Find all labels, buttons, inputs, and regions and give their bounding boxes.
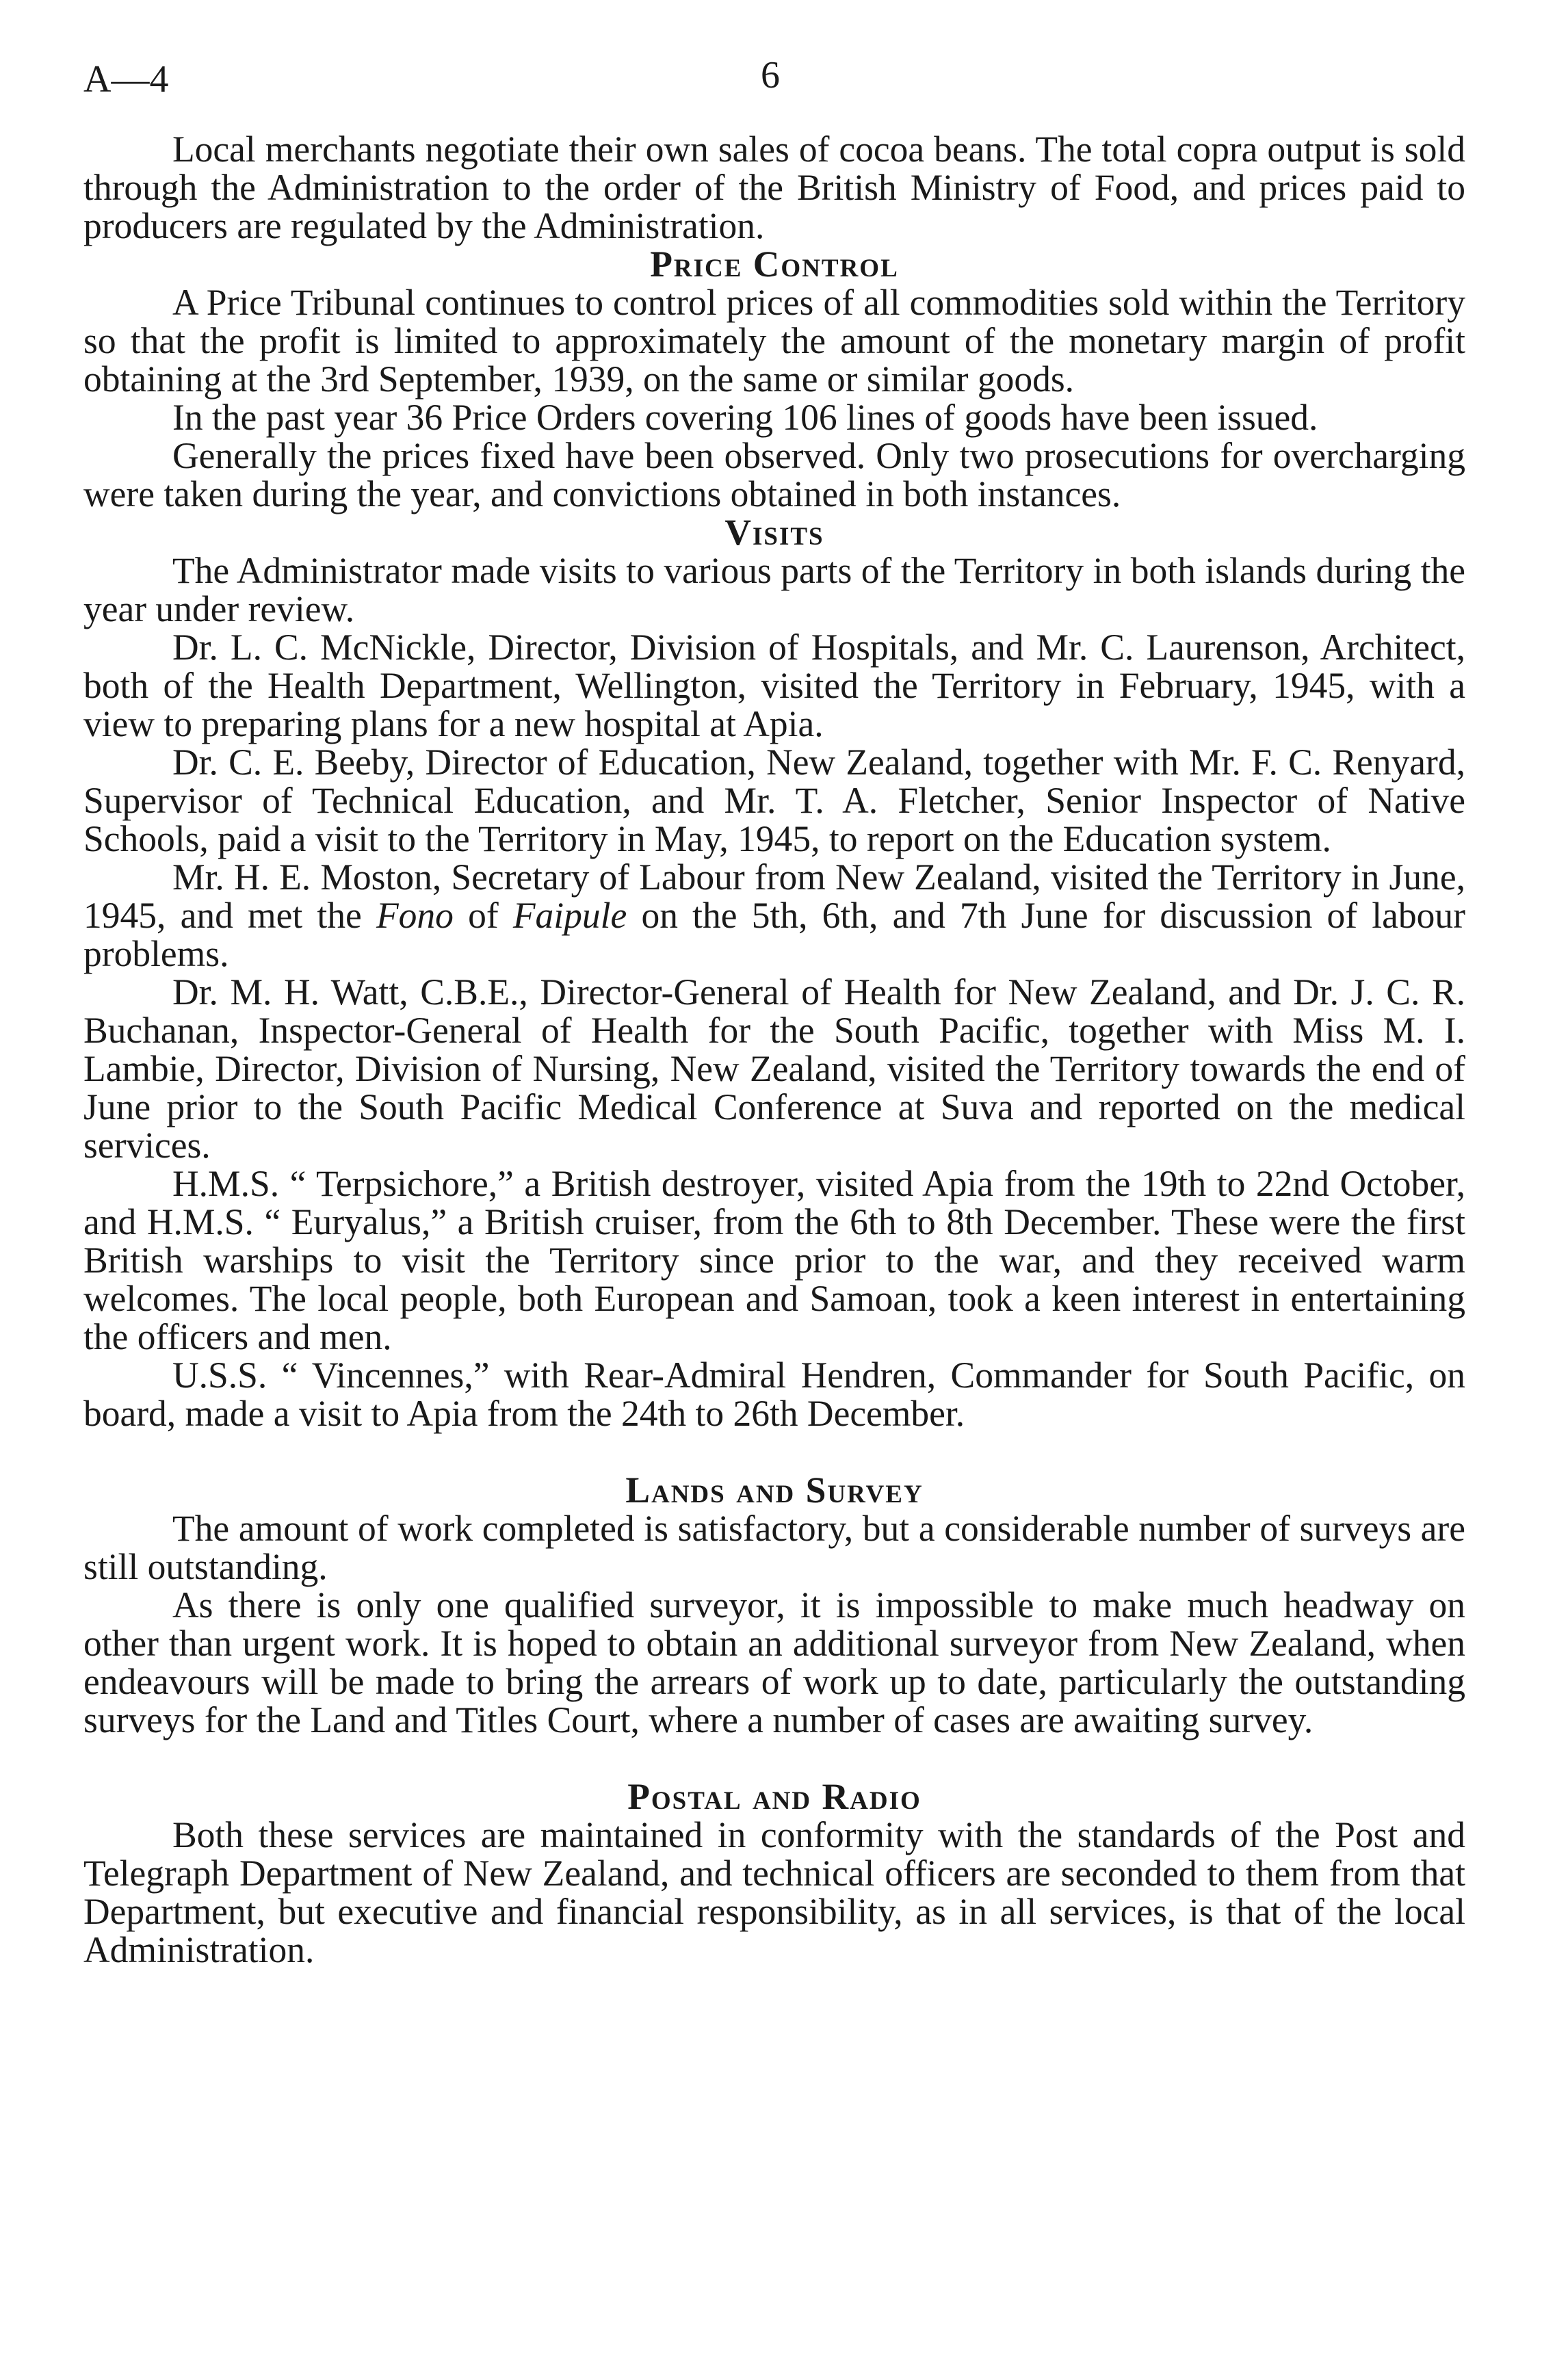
visits-paragraph-6: H.M.S. “ Terpsichore,” a British destroyer, visited Apia from the 19th to 22nd October, and H.M.S. “ Euryalus,” a British cruiser, from the 6th to 8th December. These were the first British warships to visit the Territory since prior to the war, and they received warm welcomes. The local people, both European and Samoan, took a keen interest in entertaining the officers and men.: [83, 1163, 1465, 1357]
lands-survey-paragraph-1: The amount of work completed is satisfactory, but a considerable number of surveys are still outstanding.: [83, 1508, 1465, 1587]
visits-paragraph-4: [83, 858, 1465, 973]
visits-paragraph-2: Dr. L. C. McNickle, Director, Division of Hospitals, and Mr. C. Laurenson, Architect, both of the Health Department, Wellington, visited the Territory in February, 1945, with a view to preparing plans for a new hospital at Apia.: [83, 627, 1465, 744]
heading-lands-and-survey: Lands and Survey: [625, 1470, 924, 1511]
postal-radio-paragraph-1: Both these services are maintained in conformity with the standards of the Post and Telegraph Department of New Zealand, and technical officers are seconded to them from that Department, but executive and financial responsibility, as in all services, is that of the local Administration.: [83, 1814, 1465, 1970]
series-reference: A—4: [83, 58, 169, 101]
visits-p4-text-end: on the 5th, 6th, and 7th June for discussion of labour problems.: [83, 895, 1465, 974]
price-control-paragraph-3: Generally the prices fixed have been observed. Only two prosecutions for overcharging were taken during the year, and convictions obtained in both instances.: [83, 435, 1465, 514]
price-control-paragraph-1: A Price Tribunal continues to control prices of all commodities sold within the Territory so that the profit is limited to approximately the amount of the monetary margin of profit obtaining at the 3rd September, 1939, on the same or similar goods.: [83, 282, 1465, 400]
body-text: [83, 130, 1465, 1969]
heading-postal-and-radio: Postal and Radio: [627, 1776, 922, 1817]
heading-price-control: Price Control: [650, 244, 899, 285]
visits-paragraph-5: Dr. M. H. Watt, C.B.E., Director-General of Health for New Zealand, and Dr. J. C. R. Buchanan, Inspector-General of Health for the South Pacific, together with Miss M. I. Lambie, Director, Division of Nursing, New Zealand, visited the Territory towards the end of June prior to the South Pacific Medical Conference at Suva and reported on the medical services.: [83, 971, 1465, 1166]
visits-paragraph-1: The Administrator made visits to various parts of the Territory in both islands during the year under review.: [83, 550, 1465, 629]
visits-p4-text-of: of: [453, 895, 513, 936]
visits-p4-text-start: Mr. H. E. Moston, Secretary of Labour from New Zealand, visited the Territory in June, 1945, and met the: [83, 857, 1465, 936]
intro-paragraph: Local merchants negotiate their own sales of cocoa beans. The total copra output is sold through the Administration to the order of the British Ministry of Food, and prices paid to producers are regulated by the Administration.: [83, 129, 1465, 246]
page-number: 6: [761, 54, 780, 96]
heading-visits: Visits: [724, 512, 824, 553]
fono-term: Fono: [376, 895, 454, 936]
page-header: [83, 48, 1465, 130]
visits-paragraph-7: U.S.S. “ Vincennes,” with Rear-Admiral Hendren, Commander for South Pacific, on board, made a visit to Apia from the 24th to 26th December.: [83, 1355, 1465, 1434]
faipule-term: Faipule: [512, 895, 627, 936]
price-control-paragraph-2: In the past year 36 Price Orders covering 106 lines of goods have been issued.: [172, 397, 1318, 438]
lands-survey-paragraph-2: As there is only one qualified surveyor, it is impossible to make much headway on other than urgent work. It is hoped to obtain an additional surveyor from New Zealand, when endeavours will be made to bring the arrears of work up to date, particularly the outstanding surveys for the Land and Titles Court, where a number of cases are awaiting survey.: [83, 1584, 1465, 1740]
document-page: [83, 48, 1465, 1969]
visits-paragraph-3: Dr. C. E. Beeby, Director of Education, New Zealand, together with Mr. F. C. Renyard, Supervisor of Technical Education, and Mr. T. A. Fletcher, Senior Inspector of Native Schools, paid a visit to the Territory in May, 1945, to report on the Education system.: [83, 742, 1465, 859]
